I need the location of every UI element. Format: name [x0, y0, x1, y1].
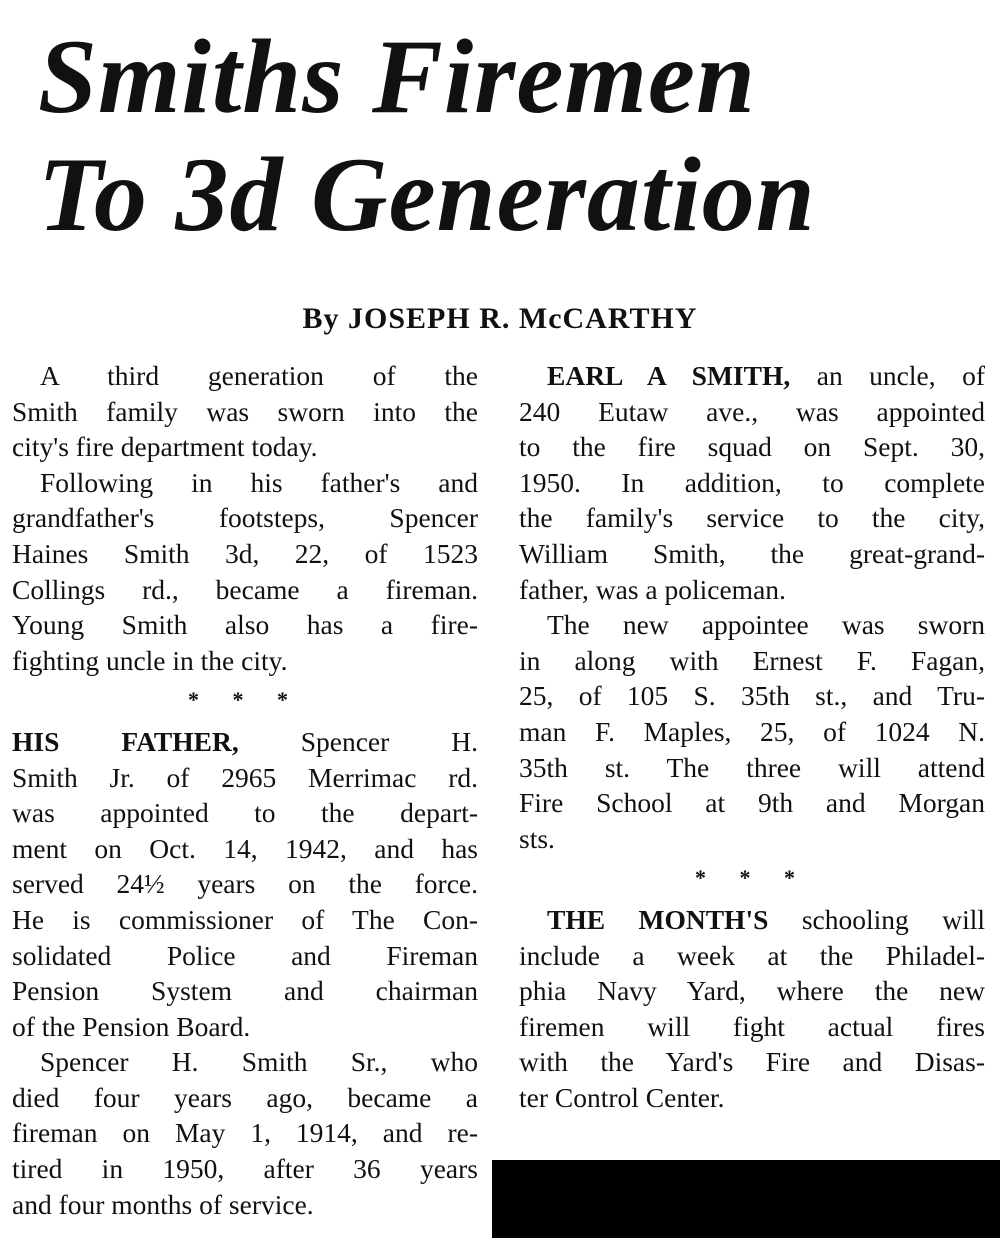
text-line: city's fire department today. — [12, 431, 318, 463]
text-line: with the Yard's Fire and Disas- — [519, 1046, 985, 1078]
text-line — [519, 902, 985, 938]
lead-in: EARL A SMITH, — [547, 360, 791, 391]
text-line: the family's service to the city, — [519, 502, 985, 534]
section-divider: * * * — [188, 687, 302, 713]
text-line: was appointed to the depart- — [12, 797, 478, 829]
text-line: Spencer H. Smith Sr., who — [40, 1046, 478, 1078]
lead-in: THE MONTH'S — [547, 903, 769, 935]
text-line: 240 Eutaw ave., was appointed — [519, 395, 985, 427]
text-line: grandfather's footsteps, Spencer — [12, 502, 478, 534]
text-line: firemen will fight actual fires — [519, 1010, 985, 1042]
lead-in: HIS FATHER, — [12, 725, 239, 757]
section-divider: * * * — [695, 865, 809, 891]
text-line: solidated Police and Fireman — [12, 939, 478, 971]
text-line: Young Smith also has a fire- — [12, 609, 478, 641]
byline: By JOSEPH R. McCARTHY — [302, 302, 698, 335]
black-redaction-block — [492, 1160, 1000, 1238]
article-column-left — [12, 358, 478, 1222]
text-line: ment on Oct. 14, 1942, and has — [12, 832, 478, 864]
text-line: ter Control Center. — [519, 1081, 725, 1113]
text-line: Smith family was sworn into the — [12, 395, 478, 427]
text-line: father, was a policeman. — [519, 573, 786, 605]
text-line — [519, 358, 985, 394]
text-line: Fire School at 9th and Morgan — [519, 787, 985, 819]
lead-in-rest: schooling will — [768, 903, 985, 935]
article-column-right — [519, 358, 985, 1115]
text-line: in along with Ernest F. Fagan, — [519, 644, 985, 676]
lead-in-rest: Spencer H. — [238, 725, 478, 757]
text-line: He is commissioner of The Con- — [12, 903, 478, 935]
text-line: 1950. In addition, to complete — [519, 466, 985, 498]
text-line: fighting uncle in the city. — [12, 644, 288, 676]
text-line: phia Navy Yard, where the new — [519, 975, 985, 1007]
text-line: Collings rd., became a fireman. — [12, 573, 478, 605]
text-line: A third generation of the — [40, 360, 478, 391]
text-line: to the fire squad on Sept. 30, — [519, 431, 985, 463]
headline-line-1: Smiths Firemen — [38, 18, 756, 135]
text-line — [12, 724, 478, 760]
text-line: tired in 1950, after 36 years — [12, 1153, 478, 1185]
text-line: 35th st. The three will attend — [519, 751, 985, 783]
text-line: William Smith, the great-grand- — [519, 537, 985, 569]
lead-in-rest: an uncle, of — [790, 360, 985, 391]
headline-line-2: To 3d Generation — [38, 136, 816, 253]
text-line: of the Pension Board. — [12, 1010, 251, 1042]
text-line: include a week at the Philadel- — [519, 939, 985, 971]
text-line: Haines Smith 3d, 22, of 1523 — [12, 537, 478, 569]
text-line: Pension System and chairman — [12, 975, 478, 1007]
text-line: 25, of 105 S. 35th st., and Tru- — [519, 680, 985, 712]
text-line: and four months of service. — [12, 1188, 314, 1220]
text-line: sts. — [519, 822, 555, 854]
text-line: The new appointee was sworn — [547, 609, 985, 641]
text-line: died four years ago, became a — [12, 1081, 478, 1113]
text-line: fireman on May 1, 1914, and re- — [12, 1117, 478, 1149]
headline — [38, 18, 978, 254]
text-line: Following in his father's and — [40, 466, 478, 498]
text-line: served 24½ years on the force. — [12, 868, 478, 900]
text-line: Smith Jr. of 2965 Merrimac rd. — [12, 761, 478, 793]
text-line: man F. Maples, 25, of 1024 N. — [519, 715, 985, 747]
